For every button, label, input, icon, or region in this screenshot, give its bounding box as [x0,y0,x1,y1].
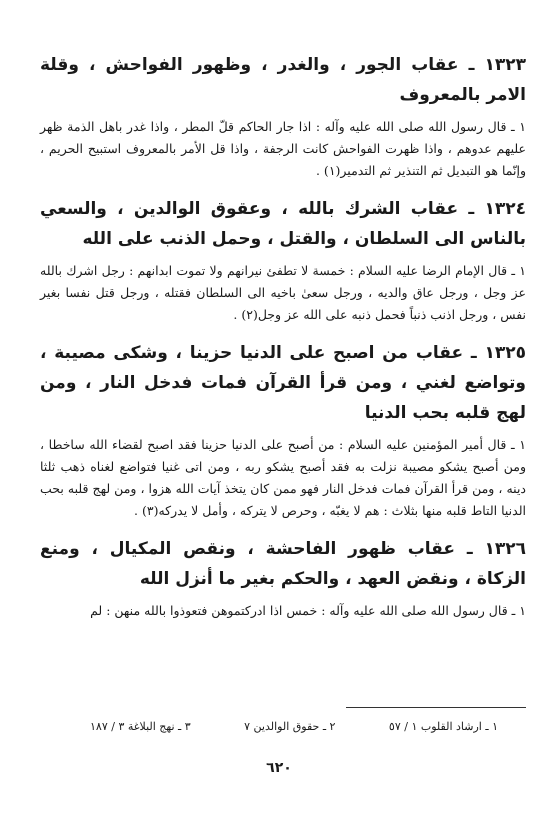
section-body: ١ ـ قال رسول الله صلى الله عليه وآله : اذا جار الحاكم قلّ المطر ، واذا غدر باهل الذمة ظهر عليهم عدوهم ، واذا ظهرت الفواحش كانت الرجفة ، واذا قل الأمر بالمعروف استبيح الحريم ، وإنّما هو التبديل ثم التنذير ثم التدمير(١) . [40,119,526,178]
footnote-1: ١ ـ ارشاد القلوب ١ / ٥٧ [388,720,498,733]
section-heading: ١٣٢٥ ـ عقاب من اصبح على الدنيا حزينا ، وشكى مصيبة ، وتواضع لغني ، ومن قرأ القرآن فمات فدخل النار ، ومن لهج قلبه بحب الدنيا [40,343,526,423]
section-heading: ١٣٢٣ ـ عقاب الجور ، والغدر ، وظهور الفواحش ، وقلة الامر بالمعروف [40,55,526,105]
section-1325 [40,338,526,522]
page-number: ٦٢٠ [266,760,292,776]
section-body: ١ ـ قال الإمام الرضا عليه السلام : خمسة لا تطفئ نيرانهم ولا تموت ابدانهم : رجل اشرك بالله عز وجل ، ورجل عاق والديه ، ورجل سعىٰ باخيه الى السلطان فقتله ، ورجل قتل نفسا بغير نفس ، ورجل اذنب ذنباً فحمل ذنبه على الله عز وجل(٢) . [40,263,526,322]
section-1326 [40,534,526,622]
footnote-3: ٣ ـ نهج البلاغة ٣ / ١٨٧ [90,720,191,733]
footnote-2: ٢ ـ حقوق الوالدين ٧ [244,720,336,733]
footnotes [90,720,498,733]
section-heading: ١٣٢٤ ـ عقاب الشرك بالله ، وعقوق الوالدين ، والسعي بالناس الى السلطان ، والقتل ، وحمل الذنب على الله [40,199,526,249]
section-body: ١ ـ قال رسول الله صلى الله عليه وآله : خمس اذا ادركتموهن فتعوذوا بالله منهن : لم [90,603,526,618]
section-1324 [40,194,526,326]
section-heading: ١٣٢٦ ـ عقاب ظهور الفاحشة ، ونقص المكيال ، ومنع الزكاة ، ونقض العهد ، والحكم بغير ما أنزل الله [40,539,526,589]
footnote-divider [346,707,526,708]
section-1323 [40,50,526,182]
section-body: ١ ـ قال أمير المؤمنين عليه السلام : من أصبح على الدنيا حزينا فقد اصبح لقضاء الله ساخطا ، ومن أصبح يشكو مصيبة نزلت به فقد أصبح يشكو ربه ، ومن اتى غنيا فتواضع لغناه ذهب ثلثا دينه ، ومن قرأ القرآن فمات فدخل النار فهو ممن كان يتخذ آيات الله هزوا ، ومن لهج قلبه بحب الدنيا التاط قلبه منها بثلاث : هم لا يغبّه ، وحرص لا يتركه ، وأمل لا يدركه(٣) . [40,437,526,518]
